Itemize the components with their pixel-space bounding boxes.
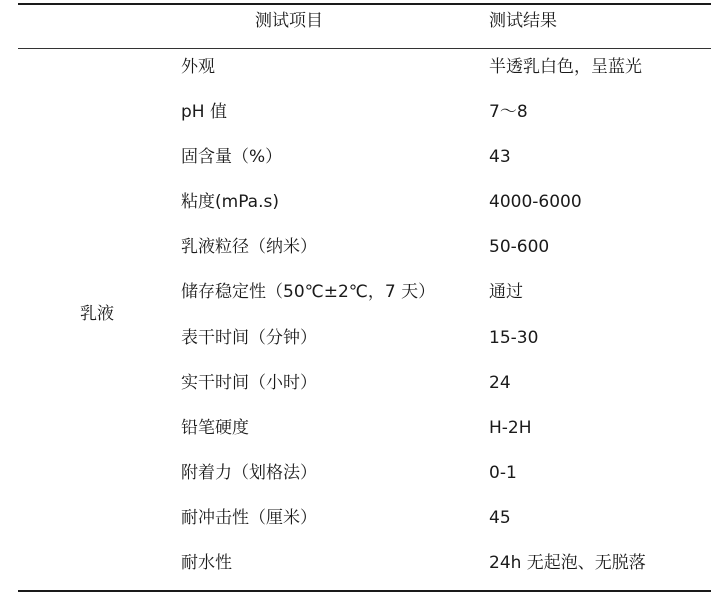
row-item: 耐冲击性（厘米） [181,507,317,528]
row-result: 4000-6000 [489,192,582,213]
table-row [0,506,719,551]
header-test-item: 测试项目 [255,11,323,31]
table-row [0,55,719,100]
row-result: 半透乳白色，呈蓝光 [489,57,642,77]
table-row [0,100,719,145]
row-item: 固含量（%） [181,147,283,168]
row-item: 外观 [181,57,215,77]
table-row [0,280,719,325]
table-row [0,416,719,461]
row-item: 实干时间（小时） [181,372,317,393]
row-result: 15-30 [489,327,539,348]
table-row [0,190,719,235]
table-row [0,461,719,506]
row-item: 粘度(mPa.s) [181,192,279,213]
table-row [0,235,719,280]
row-item: 附着力（划格法） [181,462,317,483]
table-body [0,55,719,596]
row-item: 储存稳定性（50℃±2℃，7 天） [181,282,436,303]
row-result: 24h 无起泡、无脱落 [489,553,646,574]
row-item: pH 值 [181,102,227,123]
group-label: 乳液 [80,304,114,324]
table-row [0,371,719,416]
row-item: 乳液粒径（纳米） [181,237,317,258]
top-rule [18,3,711,5]
row-result: 通过 [489,282,523,303]
row-result: 7～8 [489,102,528,123]
row-item: 耐水性 [181,553,232,574]
bottom-rule [18,590,711,592]
row-result: 50-600 [489,237,550,258]
row-result: H-2H [489,417,532,438]
table-row [0,326,719,371]
row-result: 24 [489,372,511,393]
table-row [0,145,719,190]
header-test-result: 测试结果 [489,11,557,31]
row-result: 0-1 [489,462,517,483]
header-rule [18,48,711,49]
row-item: 铅笔硬度 [181,417,249,438]
row-result: 43 [489,147,511,168]
row-item: 表干时间（分钟） [181,327,317,348]
row-result: 45 [489,507,511,528]
